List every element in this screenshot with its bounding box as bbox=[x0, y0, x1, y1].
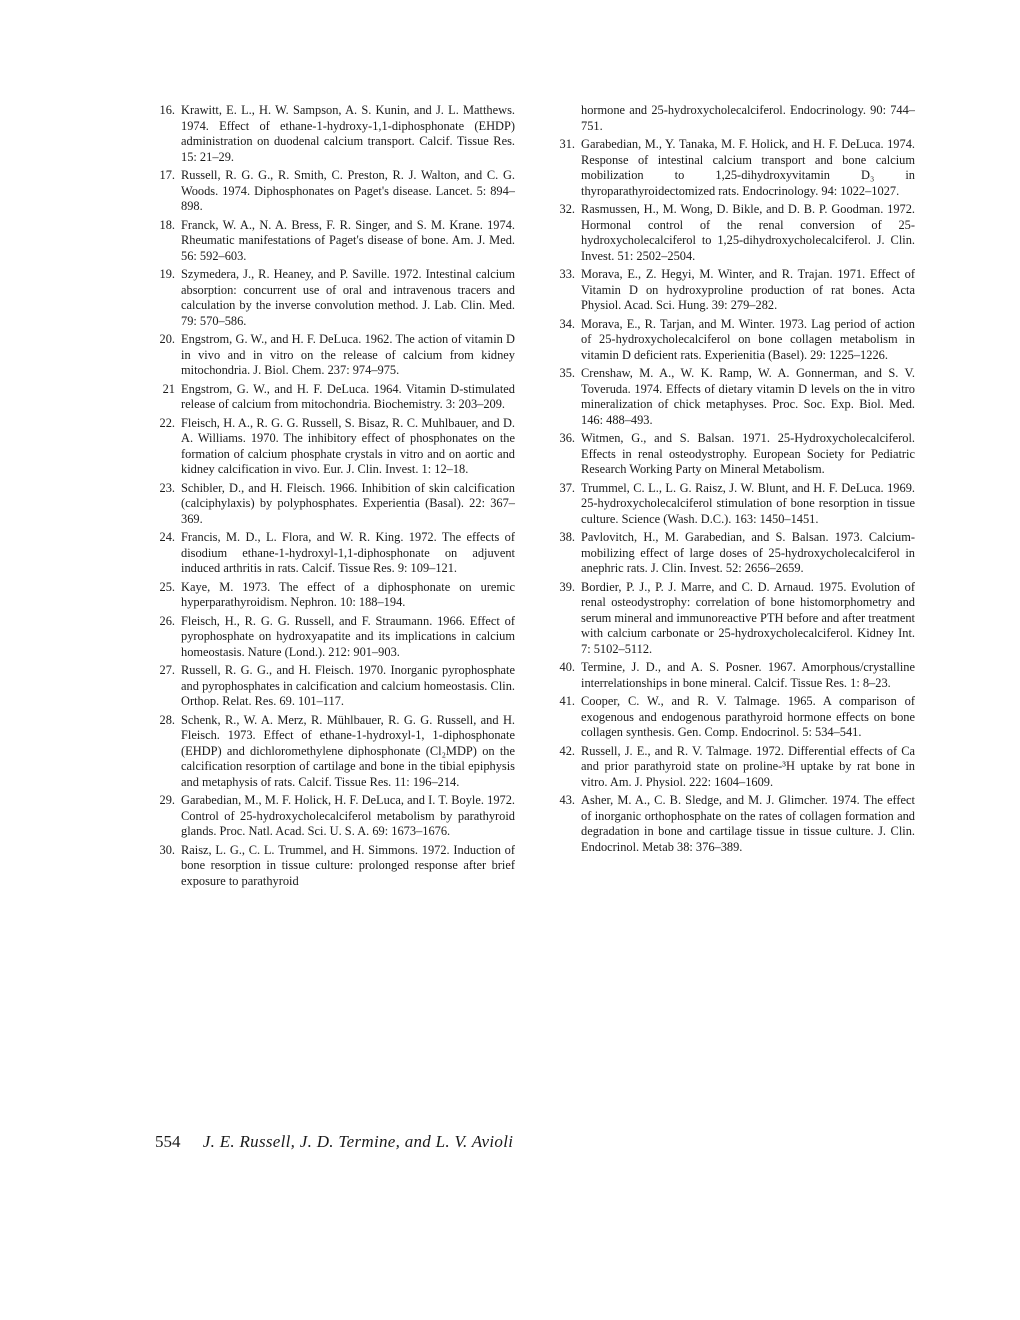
reference-entry bbox=[153, 793, 515, 840]
reference-text: Russell, R. G. G., and H. Fleisch. 1970. Inorganic pyrophosphate and pyrophosphates in calcification and calcium homeostasis. Clin. Orthop. Relat. Res. 69. 101–117. bbox=[181, 663, 515, 708]
running-authors: J. E. Russell, J. D. Termine, and L. V. Avioli bbox=[202, 1132, 514, 1151]
reference-text: Franck, W. A., N. A. Bress, F. R. Singer, and S. M. Krane. 1974. Rheumatic manifestations of Paget's disease of bone. Am. J. Med. 56: 592–603. bbox=[181, 217, 515, 263]
reference-entry bbox=[153, 168, 515, 215]
reference-text: Termine, J. D., and A. S. Posner. 1967. Amorphous/crystalline interrelationships in bone mineral. Calcif. Tissue Res. 1: 8–23. bbox=[581, 660, 915, 690]
reference-entry bbox=[553, 744, 915, 791]
reference-number: 34. bbox=[559, 316, 575, 331]
reference-entry bbox=[153, 267, 515, 329]
reference-entry bbox=[553, 481, 915, 528]
reference-number: 26. bbox=[159, 613, 175, 628]
reference-entry bbox=[553, 137, 915, 199]
reference-text: Rasmussen, H., M. Wong, D. Bikle, and D. B. P. Goodman. 1972. Hormonal control of the renal conversion of 25-hydroxycholecalciferol to 1,25-dihydroxycholecalciferol. J. Clin. Invest. 51: 2502–2504. bbox=[581, 202, 915, 263]
reference-number: 30. bbox=[159, 842, 175, 857]
reference-number: 35. bbox=[559, 366, 575, 380]
reference-entry bbox=[553, 202, 915, 264]
reference-text: Fleisch, H., R. G. G. Russell, and F. Straumann. 1966. Effect of pyrophosphate on hydroxyapatite and its implications in calcium homeostasis. Nature (Lond.). 212: 901–903. bbox=[181, 613, 515, 659]
reference-number: 43. bbox=[559, 793, 575, 807]
reference-number: 22. bbox=[159, 415, 175, 430]
reference-text: Schibler, D., and H. Fleisch. 1966. Inhibition of skin calcification (calciphylaxis) by polyphosphates. Experientia (Basal). 22: 367–369. bbox=[181, 480, 515, 526]
reference-text: Morava, E., R. Tarjan, and M. Winter. 1973. Lag period of action of 25-hydroxycholecalciferol on bone collagen metabolism in vitamin D deficient rats. Experienitia (Basel). 29: 1225–1226. bbox=[581, 316, 915, 362]
reference-entry bbox=[153, 580, 515, 611]
reference-text: Morava, E., Z. Hegyi, M. Winter, and R. Trajan. 1971. Effect of Vitamin D on hydroxyproline production of rat bones. Acta Physiol. Acad. Sci. Hung. 39: 279–282. bbox=[581, 267, 915, 312]
reference-number: 36. bbox=[559, 431, 575, 445]
reference-number: 38. bbox=[559, 530, 575, 544]
reference-text: Engstrom, G. W., and H. F. DeLuca. 1962. The action of vitamin D in vivo and in vitro on the release of calcium from kidney mitochondria. J. Biol. Chem. 237: 974–975. bbox=[181, 332, 515, 377]
reference-entry bbox=[553, 660, 915, 691]
reference-entry bbox=[553, 580, 915, 658]
reference-number: 42. bbox=[559, 743, 575, 758]
reference-text: Cooper, C. W., and R. V. Talmage. 1965. A comparison of exogenous and endogenous parathyroid hormone effects on bone collagen synthesis. Gen. Comp. Endocrinol. 5: 534–541. bbox=[581, 694, 915, 739]
reference-entry bbox=[553, 317, 915, 364]
reference-entry bbox=[553, 103, 915, 134]
reference-number: 31. bbox=[559, 137, 575, 151]
reference-number: 18. bbox=[159, 217, 175, 232]
reference-entry bbox=[153, 382, 515, 413]
reference-number: 28. bbox=[159, 712, 175, 727]
reference-entry bbox=[553, 267, 915, 314]
reference-entry bbox=[553, 694, 915, 741]
reference-text: Crenshaw, M. A., W. K. Ramp, W. A. Gonnerman, and S. V. Toveruda. 1974. Effects of dietary vitamin D levels on the in vitro mineralization of chick metaphyses. Proc. Soc. Exp. Biol. Med. 146: 488–493. bbox=[581, 366, 915, 427]
reference-text: Kaye, M. 1973. The effect of a diphosphonate on uremic hyperparathyroidism. Nephron. 10: 188–194. bbox=[181, 579, 515, 609]
reference-text: Garabedian, M., Y. Tanaka, M. F. Holick, and H. F. DeLuca. 1974. Response of intestinal calcium transport and bone calcium mobilization to 1,25-dihydroxyvitamin D₃ in thyroparathyroidectomized rats. Endocrinology. 94: 1022–1027. bbox=[581, 137, 915, 198]
reference-number: 39. bbox=[559, 579, 575, 594]
reference-text: Francis, M. D., L. Flora, and W. R. King. 1972. The effects of disodium ethane-1-hydroxyl-1,1-diphosphonate on adjuvent induced arthritis in rats. Calcif. Tissue Res. 9: 109–121. bbox=[181, 530, 515, 575]
reference-entry bbox=[553, 366, 915, 428]
reference-entry bbox=[153, 663, 515, 710]
reference-number: 29. bbox=[159, 793, 175, 807]
page-number: 554 bbox=[155, 1132, 181, 1151]
reference-number: 41. bbox=[559, 694, 575, 708]
reference-text: Pavlovitch, H., M. Garabedian, and S. Balsan. 1973. Calcium-mobilizing effect of large doses of 25-hydroxycholecalciferol in anephric rats. J. Clin. Invest. 52: 2656–2659. bbox=[581, 530, 915, 575]
reference-text: Fleisch, H. A., R. G. G. Russell, S. Bisaz, R. C. Muhlbauer, and D. A. Williams. 1970. The inhibitory effect of phosphonates on the formation of calcium phosphate crystals in vitro and on aortic and kidney calcification in vivo. Eur. J. Clin. Invest. 1: 12–18. bbox=[181, 415, 515, 476]
reference-text: hormone and 25-hydroxycholecalciferol. Endocrinology. 90: 744–751. bbox=[581, 103, 915, 133]
reference-number: 24. bbox=[159, 530, 175, 544]
reference-number: 16. bbox=[159, 103, 175, 117]
reference-number: 32. bbox=[559, 202, 575, 216]
reference-text: Szymedera, J., R. Heaney, and P. Saville. 1972. Intestinal calcium absorption: concurrent use of oral and intravenous tracers and calculation by the inverse convolution method. J. Lab. Clin. Med. 79: 570–586. bbox=[181, 267, 515, 328]
reference-entry bbox=[553, 431, 915, 478]
reference-entry bbox=[153, 843, 515, 890]
reference-entry bbox=[153, 713, 515, 791]
reference-entry bbox=[153, 614, 515, 661]
page-footer bbox=[155, 1132, 513, 1152]
reference-entry bbox=[153, 530, 515, 577]
reference-text: Schenk, R., W. A. Merz, R. Mühlbauer, R. G. G. Russell, and H. Fleisch. 1973. Effect of ethane-1-hydroxyl-1, 1-diphosphonate (EHDP) and dichloromethylene diphosphonate (Cl₂MDP) on the calcification resorption of cartilage and bone in the tibial epiphysis and metaphysis of rats. Calcif. Tissue Res. 11: 196–214. bbox=[181, 712, 515, 789]
reference-number: 17. bbox=[159, 168, 175, 182]
reference-entry bbox=[153, 103, 515, 165]
reference-text: Bordier, P. J., P. J. Marre, and C. D. Arnaud. 1975. Evolution of renal osteodystrophy: correlation of bone histomorphometry and serum mineral and immunoreactive PTH before and after treatment with calcium carbonate or 25-hydroxycholecalciferol. Kidney Int. 7: 5102–5112. bbox=[581, 579, 915, 656]
reference-entry bbox=[553, 530, 915, 577]
reference-number: 19. bbox=[159, 267, 175, 281]
reference-text: Witmen, G., and S. Balsan. 1971. 25-Hydroxycholecalciferol. Effects in renal osteodystrophy. European Society for Pediatric Research Working Party on Mineral Metabolism. bbox=[581, 431, 915, 476]
reference-entry bbox=[553, 793, 915, 855]
reference-entry bbox=[153, 481, 515, 528]
references-column-right bbox=[553, 103, 915, 858]
reference-text: Russell, J. E., and R. V. Talmage. 1972. Differential effects of Ca and prior parathyroid state on proline-³H uptake by rat bone in vitro. Am. J. Physiol. 222: 1604–1609. bbox=[581, 743, 915, 789]
reference-text: Raisz, L. G., C. L. Trummel, and H. Simmons. 1972. Induction of bone resorption in tissue culture: prolonged response after brief exposure to parathyroid bbox=[181, 842, 515, 888]
reference-number: 20. bbox=[159, 332, 175, 346]
reference-number: 27. bbox=[159, 663, 175, 677]
references-column-left bbox=[153, 103, 515, 892]
reference-number: 37. bbox=[559, 480, 575, 495]
reference-number: 21 bbox=[162, 381, 175, 396]
reference-text: Trummel, C. L., L. G. Raisz, J. W. Blunt, and H. F. DeLuca. 1969. 25-hydroxycholecalciferol stimulation of bone resorption in tissue culture. Science (Wash. D.C.). 163: 1450–1451. bbox=[581, 480, 915, 526]
reference-text: Garabedian, M., M. F. Holick, H. F. DeLuca, and I. T. Boyle. 1972. Control of 25-hydroxycholecalciferol metabolism by parathyroid glands. Proc. Natl. Acad. Sci. U. S. A. 69: 1673–1676. bbox=[181, 793, 515, 838]
reference-entry bbox=[153, 332, 515, 379]
reference-number: 40. bbox=[559, 660, 575, 674]
reference-number: 33. bbox=[559, 267, 575, 281]
reference-entry bbox=[153, 218, 515, 265]
reference-number: 23. bbox=[159, 480, 175, 495]
reference-text: Russell, R. G. G., R. Smith, C. Preston, R. J. Walton, and C. G. Woods. 1974. Diphosphonates on Paget's disease. Lancet. 5: 894–898. bbox=[181, 168, 515, 213]
reference-text: Asher, M. A., C. B. Sledge, and M. J. Glimcher. 1974. The effect of inorganic orthophosphate on the rates of collagen formation and degradation in bone and cartilage tissue in tissue culture. J. Clin. Endocrinol. Metab 38: 376–389. bbox=[581, 793, 915, 854]
reference-text: Krawitt, E. L., H. W. Sampson, A. S. Kunin, and J. L. Matthews. 1974. Effect of ethane-1-hydroxy-1,1-diphosphonate (EHDP) administration on duodenal calcium transport. Calcif. Tissue Res. 15: 21–29. bbox=[181, 103, 515, 164]
reference-number: 25. bbox=[159, 579, 175, 594]
reference-text: Engstrom, G. W., and H. F. DeLuca. 1964. Vitamin D-stimulated release of calcium from mitochondria. Biochemistry. 3: 203–209. bbox=[181, 381, 515, 411]
reference-entry bbox=[153, 416, 515, 478]
